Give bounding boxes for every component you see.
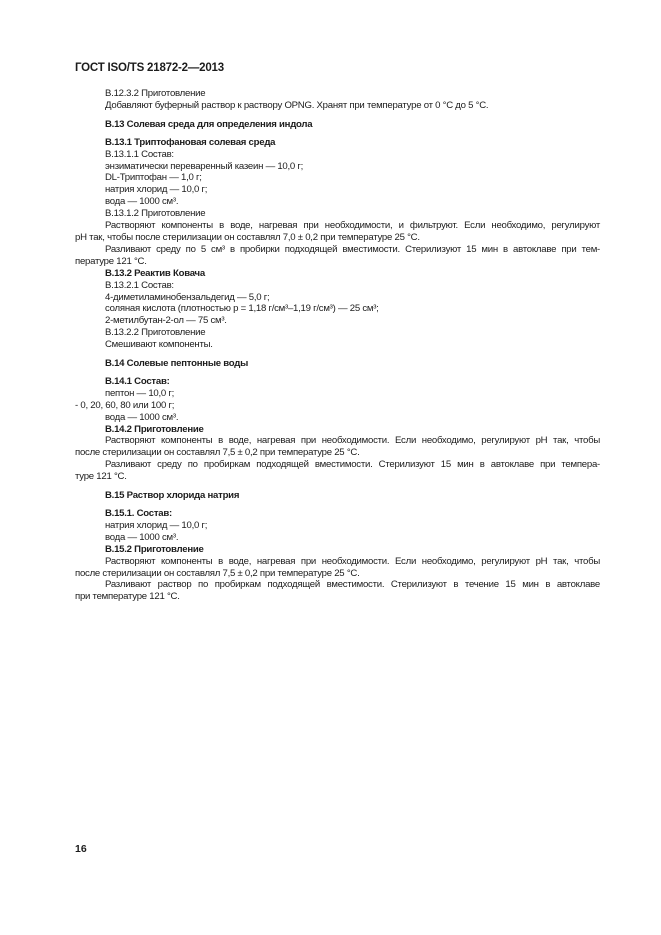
text-line: DL-Триптофан — 1,0 г; [105, 172, 202, 184]
text-line: Смешивают компоненты. [105, 339, 213, 351]
paragraph-line: Разливают раствор по пробиркам подходящей вместимости. Стерилизуют в течение 15 мин в автоклаве [105, 579, 600, 591]
section-heading: В.15 Раствор хлорида натрия [105, 490, 240, 502]
text-line: пептон — 10,0 г; [105, 387, 175, 399]
text-line: вода — 1000 см³. [105, 196, 179, 208]
document-title: ГОСТ ISO/TS 21872-2—2013 [75, 62, 224, 74]
text-line: - 0, 20, 60, 80 или 100 г; [75, 399, 175, 411]
text-line: энзиматически переваренный казеин — 10,0 г; [105, 160, 304, 172]
paragraph-line: Разливают среду по пробиркам подходящей вместимости. Стерилизуют 15 мин в автоклаве при темпера- [105, 459, 600, 471]
text-line: 2-метилбутан-2-ол — 75 см³. [105, 315, 227, 327]
subsection-heading: В.13.2 Реактив Ковача [105, 267, 205, 279]
text-line: В.13.2.2 Приготовление [105, 327, 206, 339]
subsection-heading: В.13.1 Триптофановая солевая среда [105, 136, 276, 148]
subsection-heading: В.15.2 Приготовление [105, 543, 204, 555]
paragraph-line: туре 121 °С. [75, 471, 127, 483]
paragraph [75, 244, 600, 268]
paragraph-line: при температуре 121 °С. [75, 591, 180, 603]
text-line: натрия хлорид — 10,0 г; [105, 184, 208, 196]
paragraph-line: пературе 121 °С. [75, 255, 147, 267]
document-body [75, 88, 600, 603]
subsection-heading: В.15.1. Состав: [105, 508, 172, 519]
paragraph-line: Растворяют компоненты в воде, нагревая при необходимости. Если необходимо, регулируют pH так, чтобы [105, 555, 600, 567]
subsection-heading: В.14.2 Приготовление [105, 423, 204, 435]
paragraph-line: Растворяют компоненты в воде, нагревая при необходимости, и фильтруют. Если необходимо, регулируют [105, 220, 600, 232]
text-line: Добавляют буферный раствор к раствору OPNG. Хранят при температуре от 0 °С до 5 °С. [105, 99, 489, 111]
paragraph-line: Разливают среду по 5 см³ в пробирки подходящей вместимости. Стерилизуют 15 мин в автоклаве при тем- [105, 243, 600, 255]
text-line: 4-диметиламинобензальдегид — 5,0 г; [105, 291, 270, 303]
subsection-heading: В.14.1 Состав: [105, 375, 170, 387]
paragraph [75, 556, 600, 580]
text-line: вода — 1000 см³. [105, 531, 179, 543]
text-line: В.13.1.2 Приготовление [105, 208, 206, 220]
paragraph [75, 435, 600, 459]
paragraph-line: pH так, чтобы после стерилизации он составлял 7,0 ± 0,2 при температуре 25 °С. [75, 231, 420, 243]
text-line: соляная кислота (плотностью р = 1,18 г/см³–1,19 г/см³) — 25 см³; [105, 303, 379, 315]
text-line: В.13.2.1 Состав: [105, 279, 174, 291]
paragraph [75, 220, 600, 244]
text-line: вода — 1000 см³. [105, 411, 179, 423]
paragraph-line: после стерилизации он составлял 7,5 ± 0,2 при температуре 25 °С. [75, 567, 360, 579]
section-heading: В.13 Солевая среда для определения индола [105, 118, 313, 130]
paragraph [75, 579, 600, 603]
paragraph-line: после стерилизации он составлял 7,5 ± 0,2 при температуре 25 °С. [75, 447, 360, 459]
text-line: В.12.3.2 Приготовление [105, 88, 206, 99]
paragraph-line: Растворяют компоненты в воде, нагревая при необходимости. Если необходимо, регулируют pH так, чтобы [105, 435, 600, 447]
text-line: натрия хлорид — 10,0 г; [105, 519, 208, 531]
page-number: 16 [75, 843, 87, 855]
section-heading: В.14 Солевые пептонные воды [105, 358, 249, 370]
paragraph [75, 459, 600, 483]
text-line: В.13.1.1 Состав: [105, 148, 174, 160]
